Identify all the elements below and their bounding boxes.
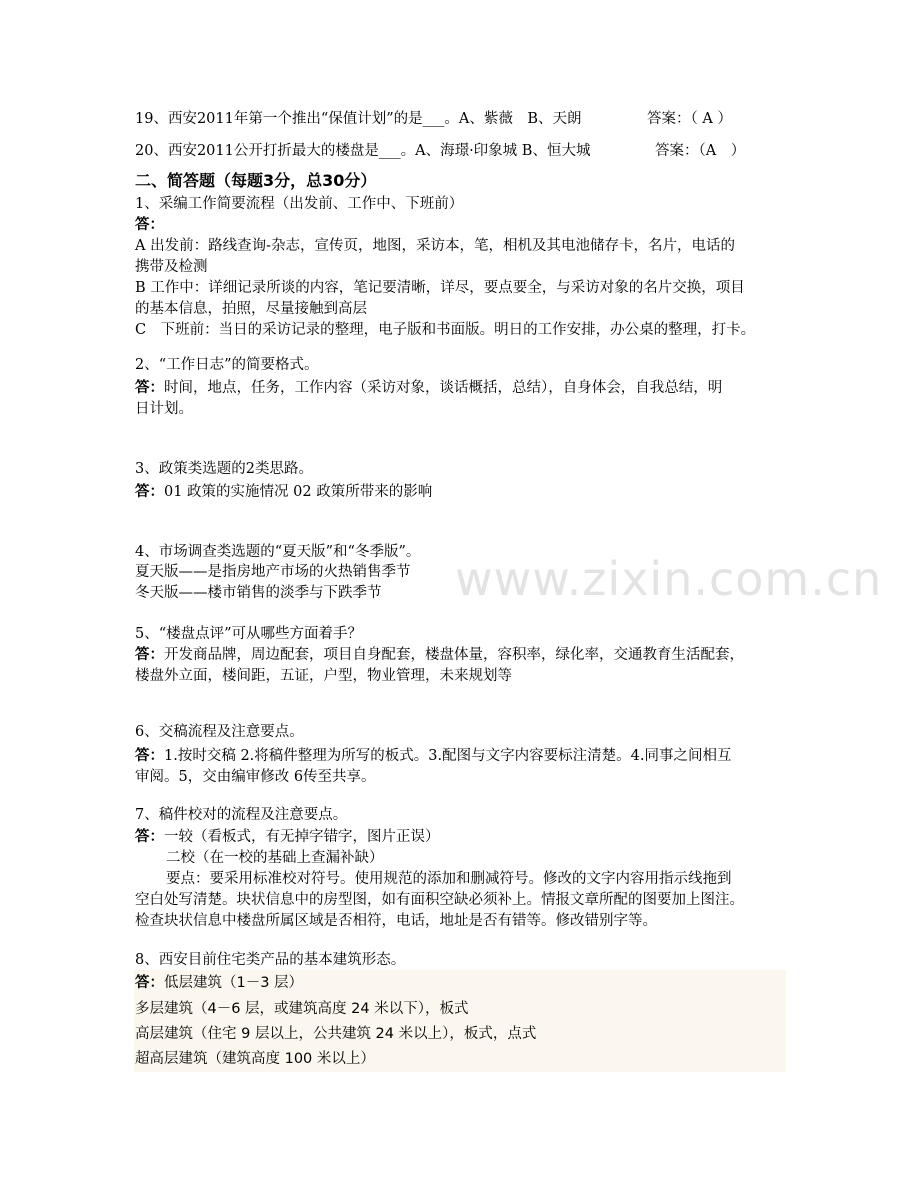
question-19-answer: 答案：（ A ）: [647, 111, 732, 127]
answer-7-line-2: 二校（在一校的基础上查漏补缺）: [166, 850, 384, 866]
question-2: 2、“工作日志”的简要格式。: [135, 357, 319, 373]
answer-4-line-1: 夏天版——是指房地产市场的火热销售季节: [135, 564, 411, 580]
answer-6-line-2: 审阅。5，交由编审修改 6传至共享。: [135, 769, 376, 785]
answer-label: 答：: [135, 216, 164, 233]
answer-label: 答：: [135, 379, 164, 396]
answer-6-line-1: [135, 747, 731, 765]
answer-1-line-3: B 工作中：详细记录所谈的内容，笔记要清晰，详尽，要点要全，与采访对象的名片交换，项目: [135, 280, 745, 296]
answer-1-line-2: 携带及检测: [135, 259, 208, 275]
question-19: [135, 110, 732, 128]
answer-label: 答：: [135, 483, 164, 500]
answer-4-line-2: 冬天版——楼市销售的淡季与下跌季节: [135, 585, 382, 601]
answer-label: 答：: [135, 646, 164, 663]
answer-1-line-4: 的基本信息，拍照，尽量接触到高层: [135, 301, 367, 317]
question-4: 4、市场调查类选题的“夏天版”和“冬季版”。: [135, 544, 421, 560]
answer-1-line-5: C 下班前：当日的采访记录的整理，电子版和书面版。明日的工作安排，办公桌的整理，打卡。: [135, 322, 756, 338]
answer-3-line-1: [135, 483, 432, 501]
watermark: www.zixin.com.cn: [455, 552, 883, 606]
answer-8-line-3: 高层建筑（住宅 9 层以上，公共建筑 24 米以上），板式，点式: [135, 1026, 537, 1042]
question-6: 6、交稿流程及注意要点。: [135, 724, 304, 740]
answer-2-line-1: [135, 379, 722, 397]
answer-8-line-2: 多层建筑（4－6 层，或建筑高度 24 米以下），板式: [135, 1001, 469, 1017]
answer-7-line-4: 空白处写清楚。块状信息中的房型图，如有面积空缺必须补上。情报文章所配的图要加上图注。: [135, 892, 744, 908]
answer-7-text: 一较（看板式，有无掉字错字，图片正误）: [164, 829, 440, 845]
answer-7-line-1: [135, 828, 440, 846]
answer-label: 答：: [135, 975, 164, 991]
answer-2-line-2: 日计划。: [135, 401, 193, 417]
answer-5-text: 开发商品牌，周边配套，项目自身配套，楼盘体量，容积率，绿化率，交通教育生活配套，: [164, 647, 744, 663]
answer-7-line-5: 检查块状信息中楼盘所属区域是否相符，电话，地址是否有错等。修改错别字等。: [135, 913, 657, 929]
answer-1-line-1: A 出发前：路线查询-杂志，宣传页，地图，采访本，笔，相机及其电池储存卡，名片，电话的: [135, 238, 735, 254]
answer-8-line-1: [135, 974, 303, 992]
answer-8-line-4: 超高层建筑（建筑高度 100 米以上）: [135, 1051, 375, 1067]
answer-2-text: 时间，地点，任务，工作内容（采访对象，谈话概括，总结），自身体会，自我总结，明: [164, 380, 723, 396]
question-20-answer: 答案：（A ）: [655, 143, 746, 159]
answer-label: 答：: [135, 828, 164, 845]
question-7: 7、稿件校对的流程及注意要点。: [135, 807, 348, 823]
section-heading: 二、简答题（每题3分，总30分）: [135, 171, 377, 190]
question-8: 8、西安目前住宅类产品的基本建筑形态。: [135, 952, 406, 968]
answer-label: 答：: [135, 747, 164, 764]
answer-5-line-2: 楼盘外立面，楼间距，五证，户型，物业管理，未来规划等: [135, 668, 512, 684]
question-20-text: 20、西安2011公开打折最大的楼盘是___。A、海璟·印象城 B、恒大城: [135, 143, 591, 159]
question-20: [135, 142, 746, 160]
answer-6-text: 1.按时交稿 2.将稿件整理为所写的板式。3.配图与文字内容要标注清楚。4.同事之间相互: [164, 748, 732, 764]
question-1: 1、采编工作简要流程（出发前、工作中、下班前）: [135, 196, 464, 212]
answer-8-text: 低层建筑（1－3 层）: [164, 975, 304, 991]
answer-7-line-3: 要点：要采用标准校对符号。使用规范的添加和删减符号。修改的文字内容用指示线拖到: [166, 871, 732, 887]
answer-5-line-1: [135, 646, 744, 664]
answer-3-text: 01 政策的实施情况 02 政策所带来的影响: [164, 484, 433, 500]
question-5: 5、“楼盘点评”可从哪些方面着手？: [135, 626, 363, 642]
question-19-text: 19、西安2011年第一个推出“保值计划”的是___。A、紫薇 B、天朗: [135, 111, 582, 127]
question-3: 3、政策类选题的2类思路。: [135, 461, 313, 477]
